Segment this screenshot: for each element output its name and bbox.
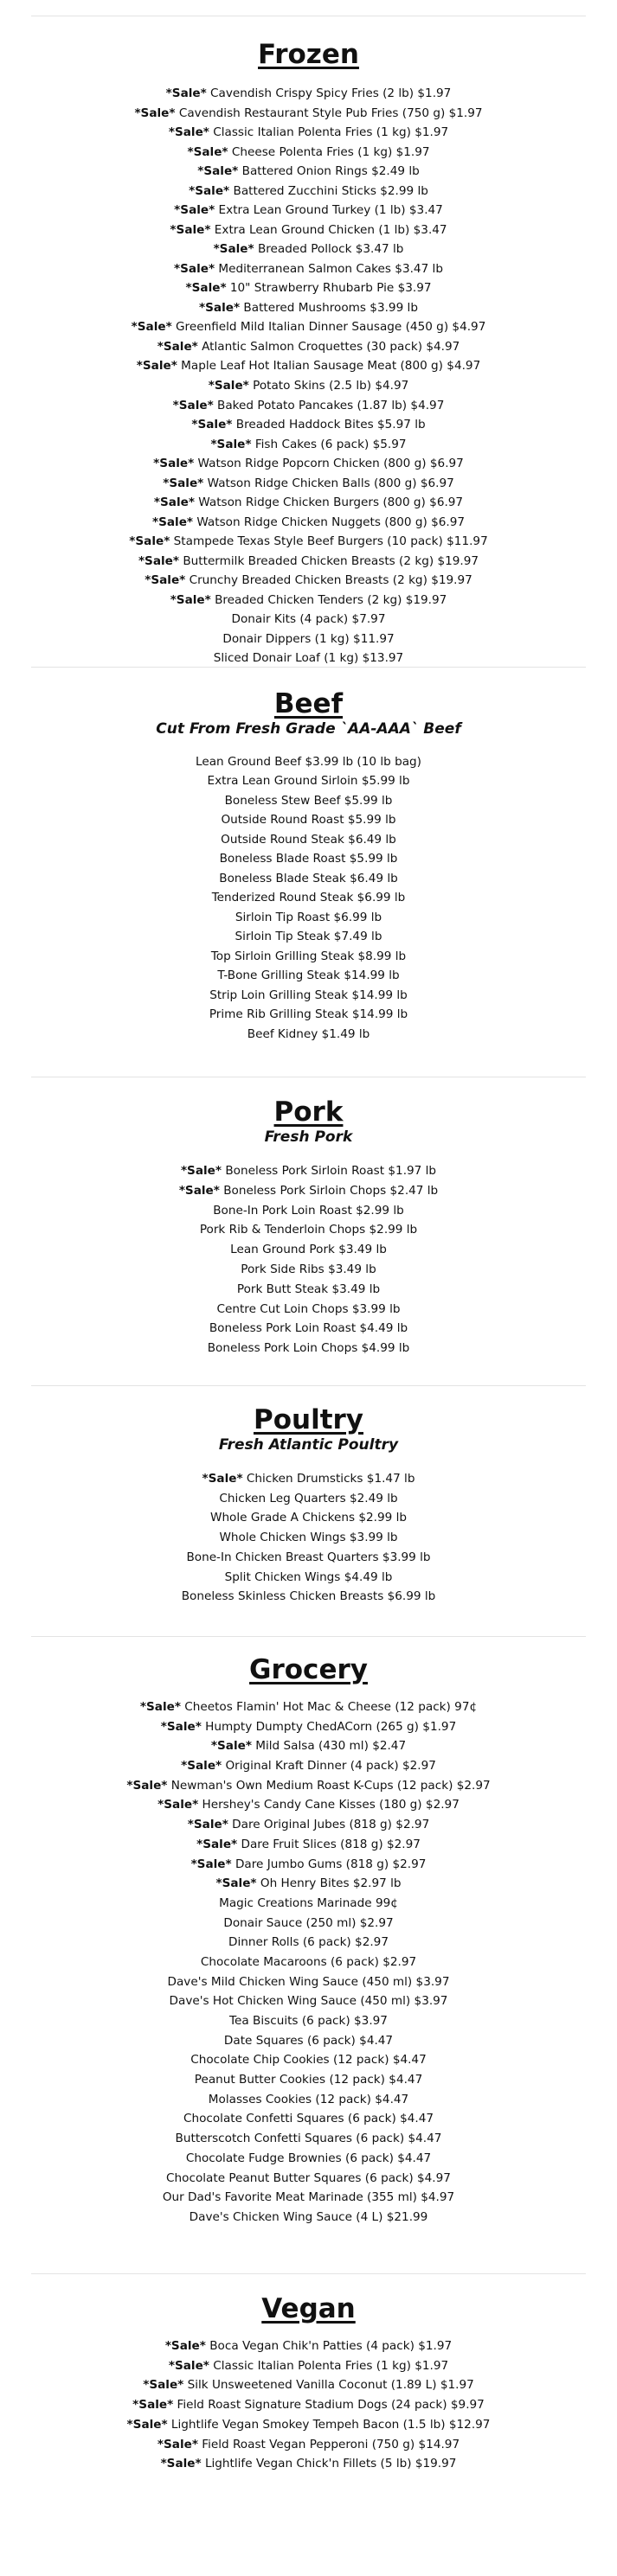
sale-tag: *Sale* — [126, 1778, 168, 1793]
item-text: Dare Original Jubes (818 g) $2.97 — [228, 1818, 430, 1832]
list-item — [31, 201, 586, 221]
sale-tag: *Sale* — [197, 164, 239, 179]
item-text: Butterscotch Confetti Squares (6 pack) $4.47 — [175, 2132, 442, 2146]
list-item — [31, 888, 586, 907]
item-text: Watson Ridge Chicken Burgers (800 g) $6.97 — [194, 495, 464, 510]
sale-tag: *Sale* — [187, 1818, 228, 1832]
sale-tag: *Sale* — [174, 261, 215, 276]
list-item — [31, 1568, 586, 1588]
sale-tag: *Sale* — [126, 2417, 168, 2432]
sale-tag: *Sale* — [190, 1857, 232, 1871]
list-item — [31, 162, 586, 182]
sale-tag: *Sale* — [160, 2457, 202, 2471]
section-title: Poultry — [253, 1404, 364, 1435]
section-subtitle: Cut From Fresh Grade `AA-AAA` Beef — [156, 720, 461, 738]
item-text: Top Sirloin Grilling Steak $8.99 lb — [210, 949, 407, 963]
item-text: Lightlife Vegan Smokey Tempeh Bacon (1.5 lb) $12.97 — [167, 2417, 491, 2432]
item-text: Cavendish Crispy Spicy Fries (2 lb) $1.97 — [206, 86, 452, 100]
sale-tag: *Sale* — [139, 1700, 181, 1714]
sale-tag: *Sale* — [168, 125, 209, 140]
item-text: Lean Ground Pork $3.49 lb — [230, 1243, 387, 1257]
item-text: Strip Loin Grilling Steak $14.99 lb — [209, 988, 408, 1002]
sale-tag: *Sale* — [202, 1472, 243, 1486]
list-item — [31, 298, 586, 318]
list-item — [31, 513, 586, 533]
item-text: Classic Italian Polenta Fries (1 kg) $1.97 — [209, 125, 449, 140]
list-item — [31, 1489, 586, 1509]
sale-tag: *Sale* — [181, 1759, 222, 1774]
item-text: Split Chicken Wings $4.49 lb — [224, 1569, 393, 1584]
list-item — [31, 1161, 586, 1181]
list-item — [31, 182, 586, 201]
list-item — [31, 2454, 586, 2474]
list-item — [31, 1815, 586, 1835]
list-item — [31, 1894, 586, 1914]
item-text: Watson Ridge Popcorn Chicken (800 g) $6.97 — [194, 457, 464, 471]
list-item — [31, 610, 586, 630]
item-text: Battered Onion Rings $2.49 lb — [238, 164, 420, 179]
sale-tag: *Sale* — [170, 592, 211, 607]
list-item — [31, 591, 586, 610]
item-text: Mild Salsa (430 ml) $2.47 — [251, 1739, 407, 1754]
list-item — [31, 240, 586, 259]
sale-tag: *Sale* — [164, 2339, 206, 2353]
list-item — [31, 1953, 586, 1972]
list-item — [31, 1300, 586, 1320]
list-item — [31, 2375, 586, 2395]
item-text: Boneless Pork Loin Roast $4.49 lb — [209, 1321, 408, 1336]
item-text: Boneless Pork Loin Chops $4.99 lb — [207, 1341, 410, 1356]
item-list — [31, 1697, 586, 2228]
vegan-section — [31, 2273, 586, 2550]
item-text: Field Roast Vegan Pepperoni (750 g) $14.97 — [197, 2437, 460, 2451]
list-item — [31, 356, 586, 376]
sale-tag: *Sale* — [189, 183, 230, 198]
item-text: Chocolate Confetti Squares (6 pack) $4.47 — [183, 2112, 434, 2126]
list-item — [31, 2050, 586, 2070]
item-list — [31, 752, 586, 1044]
sale-tag: *Sale* — [199, 300, 241, 315]
item-text: Chocolate Macaroons (6 pack) $2.97 — [200, 1954, 417, 1969]
list-item — [31, 143, 586, 163]
item-text: Sliced Donair Loaf (1 kg) $13.97 — [213, 651, 404, 666]
item-text: 10" Strawberry Rhubarb Pie $3.97 — [226, 281, 432, 296]
sale-tag: *Sale* — [153, 457, 195, 471]
list-item — [31, 1260, 586, 1280]
list-item — [31, 415, 586, 435]
item-text: Bone-In Chicken Breast Quarters $3.99 lb — [186, 1550, 431, 1564]
sale-tag: *Sale* — [180, 1164, 222, 1178]
list-item — [31, 474, 586, 494]
item-text: Pork Butt Steak $3.49 lb — [236, 1282, 381, 1296]
item-text: Oh Henry Bites $2.97 lb — [256, 1876, 402, 1891]
list-item — [31, 104, 586, 124]
list-item — [31, 278, 586, 298]
list-item — [31, 1339, 586, 1358]
list-item — [31, 2129, 586, 2149]
item-text: Centre Cut Loin Chops $3.99 lb — [216, 1301, 401, 1316]
item-text: Crunchy Breaded Chicken Breasts (2 kg) $19.97 — [185, 573, 472, 588]
sale-tag: *Sale* — [160, 1719, 202, 1734]
list-item — [31, 1201, 586, 1221]
item-text: Potato Skins (2.5 lb) $4.97 — [248, 378, 409, 393]
list-item — [31, 1717, 586, 1737]
list-item — [31, 435, 586, 455]
list-item — [31, 1835, 586, 1855]
list-item — [31, 2169, 586, 2189]
list-item — [31, 1991, 586, 2011]
list-item — [31, 1855, 586, 1875]
sale-tag: *Sale* — [213, 242, 254, 257]
list-item — [31, 337, 586, 357]
list-item — [31, 1914, 586, 1934]
item-text: Buttermilk Breaded Chicken Breasts (2 kg) $19.97 — [179, 553, 479, 568]
list-item — [31, 869, 586, 888]
item-text: Donair Sauce (250 ml) $2.97 — [223, 1915, 394, 1930]
list-item — [31, 571, 586, 591]
sale-tag: *Sale* — [165, 86, 207, 100]
item-text: Battered Mushrooms $3.99 lb — [240, 300, 418, 315]
item-text: Field Roast Signature Stadium Dogs (24 pack) $9.97 — [173, 2398, 485, 2413]
list-item — [31, 532, 586, 552]
item-text: Stampede Texas Style Beef Burgers (10 pack) $11.97 — [170, 534, 488, 549]
item-text: Dave's Hot Chicken Wing Sauce (450 ml) $3.97 — [169, 1994, 448, 2009]
sale-tag: *Sale* — [196, 1837, 238, 1851]
list-item — [31, 396, 586, 416]
item-text: Beef Kidney $1.49 lb — [247, 1026, 370, 1041]
sale-tag: *Sale* — [134, 105, 176, 120]
sale-tag: *Sale* — [132, 2398, 174, 2413]
list-item — [31, 317, 586, 337]
item-text: Mediterranean Salmon Cakes $3.47 lb — [215, 261, 443, 276]
list-item — [31, 1508, 586, 1528]
list-item — [31, 2336, 586, 2356]
item-text: Lean Ground Beef $3.99 lb (10 lb bag) — [196, 755, 421, 769]
list-item — [31, 1697, 586, 1717]
list-item — [31, 2011, 586, 2031]
item-text: Chicken Drumsticks $1.47 lb — [242, 1472, 415, 1486]
list-item — [31, 830, 586, 849]
list-item — [31, 1319, 586, 1339]
sale-tag: *Sale* — [210, 1739, 252, 1754]
section-title: Beef — [273, 688, 344, 719]
item-text: Cheetos Flamin' Hot Mac & Cheese (12 pack) 97¢ — [180, 1700, 478, 1714]
list-item — [31, 2149, 586, 2169]
item-text: Bone-In Pork Loin Roast $2.99 lb — [213, 1203, 404, 1218]
list-item — [31, 1736, 586, 1756]
pork-section — [31, 1077, 586, 1385]
list-item — [31, 259, 586, 279]
section-subtitle: Fresh Atlantic Poultry — [218, 1436, 399, 1454]
list-item — [31, 810, 586, 829]
item-text: Newman's Own Medium Roast K-Cups (12 pack) $2.97 — [167, 1778, 491, 1793]
section-title: Frozen — [258, 39, 359, 70]
item-list — [31, 1161, 586, 1358]
sale-tag: *Sale* — [172, 398, 214, 412]
sale-tag: *Sale* — [163, 476, 204, 490]
list-item — [31, 1756, 586, 1776]
list-item — [31, 84, 586, 104]
list-item — [31, 1776, 586, 1796]
list-item — [31, 1240, 586, 1260]
sale-tag: *Sale* — [168, 2358, 209, 2373]
item-text: Extra Lean Ground Chicken (1 lb) $3.47 — [210, 222, 447, 237]
item-text: Dave's Chicken Wing Sauce (4 L) $21.99 — [189, 2209, 428, 2224]
list-item — [31, 1280, 586, 1300]
list-item — [31, 2188, 586, 2208]
sale-tag: *Sale* — [151, 515, 194, 529]
item-text: Sirloin Tip Roast $6.99 lb — [235, 910, 382, 924]
list-item — [31, 2356, 586, 2376]
item-text: Dinner Rolls (6 pack) $2.97 — [228, 1935, 389, 1950]
section-title: Pork — [273, 1096, 344, 1128]
sale-tag: *Sale* — [174, 203, 215, 218]
list-item — [31, 927, 586, 946]
poultry-section — [31, 1385, 586, 1636]
item-text: Baked Potato Pancakes (1.87 lb) $4.97 — [213, 398, 445, 412]
item-text: Our Dad's Favorite Meat Marinade (355 ml) $4.97 — [162, 2190, 455, 2205]
item-text: Greenfield Mild Italian Dinner Sausage (450 g) $4.97 — [171, 320, 486, 335]
list-item — [31, 221, 586, 240]
sale-tag: *Sale* — [170, 222, 211, 237]
item-text: Boca Vegan Chik'n Patties (4 pack) $1.97 — [205, 2339, 453, 2353]
item-text: Battered Zucchini Sticks $2.99 lb — [229, 183, 428, 198]
item-text: Breaded Haddock Bites $5.97 lb — [232, 418, 426, 432]
item-text: Magic Creations Marinade 99¢ — [219, 1895, 398, 1910]
item-text: Boneless Pork Sirloin Chops $2.47 lb — [219, 1183, 439, 1198]
list-item — [31, 966, 586, 985]
item-text: Lightlife Vegan Chick'n Fillets (5 lb) $19.97 — [201, 2457, 457, 2471]
item-text: Hershey's Candy Cane Kisses (180 g) $2.97 — [198, 1798, 460, 1812]
sale-tag: *Sale* — [187, 144, 228, 159]
item-text: Humpty Dumpty ChedACorn (265 g) $1.97 — [201, 1719, 457, 1734]
list-item — [31, 947, 586, 966]
list-item — [31, 1220, 586, 1240]
sale-tag: *Sale* — [145, 573, 186, 588]
item-text: Classic Italian Polenta Fries (1 kg) $1.97 — [209, 2358, 449, 2373]
list-item — [31, 2435, 586, 2455]
list-item — [31, 1528, 586, 1548]
item-text: Peanut Butter Cookies (12 pack) $4.47 — [194, 2073, 423, 2087]
section-title: Vegan — [261, 2293, 356, 2324]
item-text: Sirloin Tip Steak $7.49 lb — [235, 930, 382, 944]
sale-tag: *Sale* — [185, 281, 227, 296]
list-item — [31, 2395, 586, 2415]
sale-tag: *Sale* — [157, 339, 198, 354]
item-text: Watson Ridge Chicken Nuggets (800 g) $6.97 — [193, 515, 466, 529]
item-text: Date Squares (6 pack) $4.47 — [223, 2033, 394, 2048]
section-subtitle: Fresh Pork — [264, 1128, 353, 1146]
item-text: Chocolate Chip Cookies (12 pack) $4.47 — [190, 2053, 427, 2068]
item-text: Donair Dippers (1 kg) $11.97 — [222, 631, 395, 646]
item-text: Donair Kits (4 pack) $7.97 — [231, 612, 386, 627]
list-item — [31, 752, 586, 771]
item-text: Dare Jumbo Gums (818 g) $2.97 — [231, 1857, 427, 1871]
item-text: Tea Biscuits (6 pack) $3.97 — [229, 2014, 388, 2028]
sale-tag: *Sale* — [208, 378, 249, 393]
item-text: Dare Fruit Slices (818 g) $2.97 — [237, 1837, 421, 1851]
list-item — [31, 123, 586, 143]
grocery-section — [31, 1636, 586, 2273]
sale-tag: *Sale* — [143, 2378, 184, 2393]
section-title: Grocery — [249, 1654, 368, 1685]
sale-tag: *Sale* — [157, 1798, 199, 1812]
item-text: Dave's Mild Chicken Wing Sauce (450 ml) $3.97 — [167, 1974, 450, 1989]
item-text: Extra Lean Ground Turkey (1 lb) $3.47 — [215, 203, 443, 218]
item-text: Chocolate Peanut Butter Squares (6 pack) $4.97 — [166, 2170, 451, 2185]
list-item — [31, 1469, 586, 1489]
item-text: Watson Ridge Chicken Balls (800 g) $6.97 — [203, 476, 454, 490]
item-text: Fish Cakes (6 pack) $5.97 — [251, 437, 407, 451]
list-item — [31, 908, 586, 927]
sale-tag: *Sale* — [153, 495, 195, 510]
item-text: Chicken Leg Quarters $2.49 lb — [219, 1491, 398, 1505]
list-item — [31, 2070, 586, 2090]
item-text: Extra Lean Ground Sirloin $5.99 lb — [207, 774, 410, 789]
item-text: Prime Rib Grilling Steak $14.99 lb — [209, 1007, 408, 1022]
item-text: Outside Round Steak $6.49 lb — [221, 832, 396, 847]
list-item — [31, 849, 586, 868]
item-text: T-Bone Grilling Steak $14.99 lb — [217, 968, 400, 983]
list-item — [31, 1181, 586, 1201]
item-text: Pork Rib & Tenderloin Chops $2.99 lb — [199, 1223, 418, 1237]
list-item — [31, 493, 586, 513]
sale-tag: *Sale* — [215, 1876, 257, 1891]
item-text: Cavendish Restaurant Style Pub Fries (750 g) $1.97 — [175, 105, 483, 120]
list-item — [31, 1025, 586, 1044]
list-item — [31, 2109, 586, 2129]
price-list-page — [0, 16, 617, 2550]
list-item — [31, 630, 586, 649]
item-text: Original Kraft Dinner (4 pack) $2.97 — [222, 1759, 436, 1774]
list-item — [31, 2208, 586, 2228]
item-text: Cheese Polenta Fries (1 kg) $1.97 — [228, 144, 430, 159]
list-item — [31, 552, 586, 572]
list-item — [31, 454, 586, 474]
sale-tag: *Sale* — [136, 359, 177, 374]
sale-tag: *Sale* — [138, 553, 180, 568]
sale-tag: *Sale* — [157, 2437, 198, 2451]
sale-tag: *Sale* — [131, 320, 172, 335]
frozen-section — [31, 16, 586, 667]
item-text: Whole Chicken Wings $3.99 lb — [219, 1531, 398, 1545]
item-text: Whole Grade A Chickens $2.99 lb — [210, 1511, 407, 1525]
sale-tag: *Sale* — [178, 1183, 220, 1198]
list-item — [31, 771, 586, 790]
list-item — [31, 1933, 586, 1953]
list-item — [31, 791, 586, 810]
item-text: Boneless Blade Roast $5.99 lb — [219, 852, 398, 866]
list-item — [31, 1005, 586, 1024]
item-text: Silk Unsweetened Vanilla Coconut (1.89 L) $1.97 — [183, 2378, 474, 2393]
item-list — [31, 1469, 586, 1607]
list-item — [31, 376, 586, 396]
list-item — [31, 649, 586, 668]
item-text: Tenderized Round Steak $6.99 lb — [211, 891, 406, 905]
item-text: Boneless Pork Sirloin Roast $1.97 lb — [222, 1164, 437, 1178]
list-item — [31, 2031, 586, 2051]
list-item — [31, 986, 586, 1005]
item-list — [31, 2336, 586, 2474]
sale-tag: *Sale* — [129, 534, 170, 549]
item-text: Breaded Pollock $3.47 lb — [254, 242, 404, 257]
item-text: Boneless Stew Beef $5.99 lb — [224, 793, 393, 808]
item-text: Outside Round Roast $5.99 lb — [221, 813, 396, 828]
list-item — [31, 1874, 586, 1894]
item-text: Maple Leaf Hot Italian Sausage Meat (800 g) $4.97 — [177, 359, 481, 374]
beef-section — [31, 667, 586, 1077]
list-item — [31, 1795, 586, 1815]
sale-tag: *Sale* — [210, 437, 252, 451]
item-text: Breaded Chicken Tenders (2 kg) $19.97 — [210, 592, 447, 607]
list-item — [31, 1972, 586, 1992]
item-text: Atlantic Salmon Croquettes (30 pack) $4.97 — [197, 339, 460, 354]
list-item — [31, 2415, 586, 2435]
list-item — [31, 1548, 586, 1568]
item-list — [31, 84, 586, 668]
item-text: Chocolate Fudge Brownies (6 pack) $4.47 — [185, 2151, 432, 2165]
item-text: Boneless Skinless Chicken Breasts $6.99 lb — [181, 1589, 436, 1604]
item-text: Pork Side Ribs $3.49 lb — [241, 1262, 376, 1276]
item-text: Boneless Blade Steak $6.49 lb — [219, 871, 398, 885]
item-text: Molasses Cookies (12 pack) $4.47 — [208, 2092, 409, 2106]
list-item — [31, 1587, 586, 1607]
list-item — [31, 2090, 586, 2110]
sale-tag: *Sale* — [191, 418, 233, 432]
